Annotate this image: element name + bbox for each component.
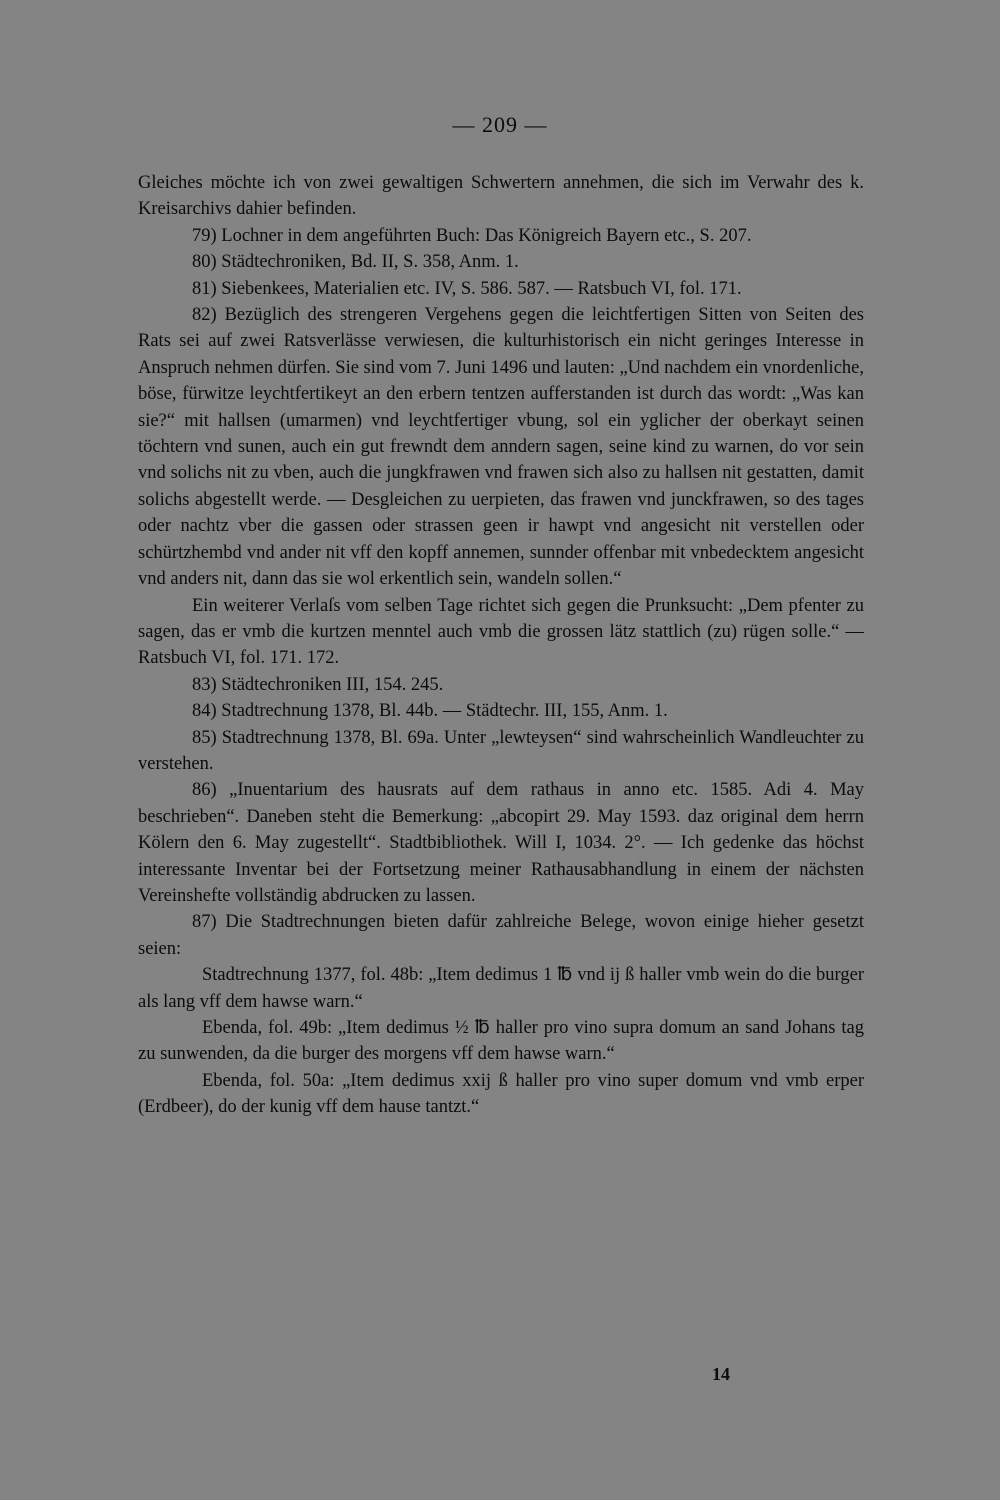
- footnote-80: 80) Städtechroniken, Bd. II, S. 358, Anm. 1.: [192, 252, 519, 273]
- footnote-87: 87) Die Stadtrechnungen bieten dafür zahlreiche Belege, wovon einige hieher gesetzt seien:: [138, 912, 864, 959]
- footnote-79: 79) Lochner in dem angeführten Buch: Das Königreich Bayern etc., S. 207.: [192, 225, 752, 246]
- footnote-85: 85) Stadtrechnung 1378, Bl. 69a. Unter „lewteysen“ sind wahrscheinlich Wandleuchter zu verstehen.: [138, 727, 864, 774]
- page-number: — 209 —: [452, 112, 548, 137]
- footnote-81: 81) Siebenkees, Materialien etc. IV, S. 586. 587. — Ratsbuch VI, fol. 171.: [192, 278, 742, 299]
- paragraph: Gleiches möchte ich von zwei gewaltigen Schwertern annehmen, die sich im Verwahr des k. Kreisarchivs dahier befinden.: [138, 173, 864, 220]
- quote-fol-49b: Ebenda, fol. 49b: „Item dedimus ½ ℔ haller pro vino supra domum an sand Johans tag zu sunwenden, da die burger des morgens vff dem hawse warn.“: [138, 1018, 864, 1065]
- footnote-82: 82) Bezüglich des strengeren Vergehens gegen die leichtfertigen Sitten von Seiten des Rats sei auf zwei Ratsverlässe verwiesen, die kulturhistorisch ein nicht geringes Interesse in Anspruch nehmen dürfen. Sie sind vom 7. Juni 1496 und lauten: „Und nachdem ein vnordenliche, böse, fürwitze leychtfertikeyt an den erbern tentzen aufferstanden ist durch das wordt: „Was kan sie?“ mit hallsen (umarmen) vnd leychtfertiger vbung, sol ein yglicher der oberkayt seinen töchtern vnd sunen, auch ein gut frewndt dem anndern sagen, seine kind zu warnen, do vor sein vnd solichs nit zu vben, auch die jungkfrawen vnd frawen sich also zu hallsen nit gestatten, damit solichs abgestellt werde. — Desgleichen zu uerpieten, das frawen vnd junckfrawen, so des tages oder nachtz vber die gassen oder strassen geen ir hawpt vnd angesicht nit verstellen oder schürtzhembd vnd ander nit vff den kopff annemen, sunnder offenbar mit vnbedecktem angesicht vnd anders nit, dann das sie wol erkentlich sein, wandeln sollen.“: [138, 305, 864, 590]
- footnote-82-continued: Ein weiterer Verlaſs vom selben Tage richtet sich gegen die Prunksucht: „Dem pfenter zu sagen, das er vmb die kurtzen menntel auch vmb die grossen lätz stattlich (zu) rügen solle.“ — Ratsbuch VI, fol. 171. 172.: [138, 595, 864, 669]
- signature-mark: 14: [712, 1364, 730, 1384]
- footnote-83: 83) Städtechroniken III, 154. 245.: [192, 674, 444, 695]
- footnote-86: 86) „Inuentarium des hausrats auf dem rathaus in anno etc. 1585. Adi 4. May beschrieben“. Daneben steht die Bemerkung: „abcopirt 29. May 1593. daz original dem herrn Kölern den 6. May zugestellt“. Stadtbibliothek. Will I, 1034. 2°. — Ich gedenke das höchst interessante Inventar bei der Fortsetzung meiner Rathausabhandlung in einem der nächsten Vereinshefte vollständig abdrucken zu lassen.: [138, 780, 864, 906]
- body-text: [138, 170, 864, 1121]
- footnote-84: 84) Stadtrechnung 1378, Bl. 44b. — Städtechr. III, 155, Anm. 1.: [192, 701, 668, 722]
- quote-1377: Stadtrechnung 1377, fol. 48b: „Item dedimus 1 ℔ vnd ij ß haller vmb wein do die burger als lang vff dem hawse warn.“: [138, 965, 864, 1012]
- quote-fol-50a: Ebenda, fol. 50a: „Item dedimus xxij ß haller pro vino super domum vnd vmb erper (Erdbeer), do der kunig vff dem hause tantzt.“: [138, 1070, 864, 1118]
